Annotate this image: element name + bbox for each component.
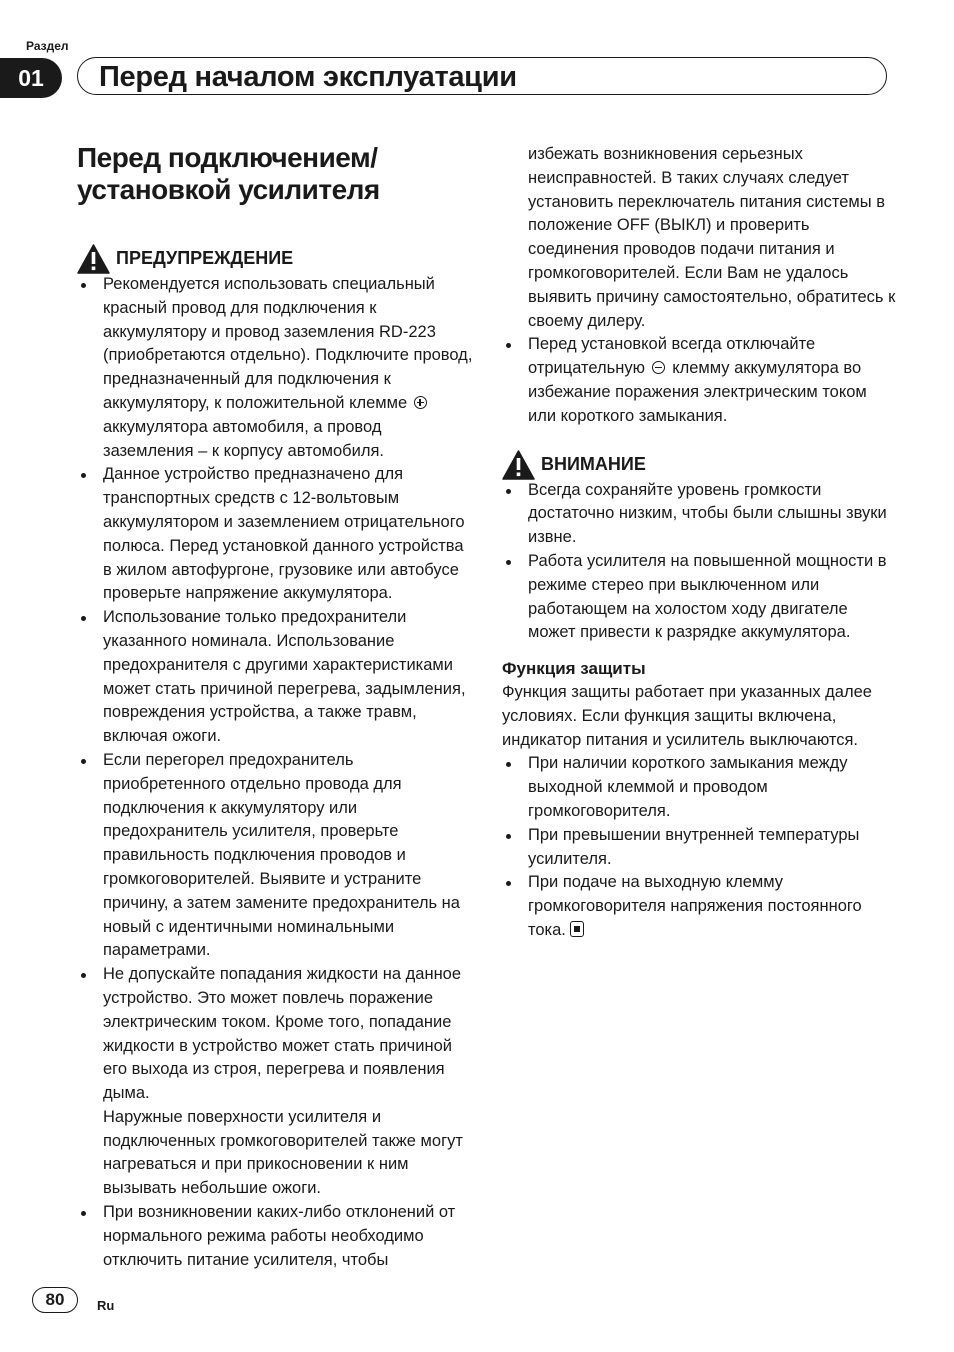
caution-item: Всегда сохраняйте уровень громкости достаточно низким, чтобы были слышны звуки извне. xyxy=(502,479,897,550)
warning-item xyxy=(502,333,897,428)
section-number-badge: 01 xyxy=(0,58,62,98)
minus-terminal-icon xyxy=(652,361,665,374)
protection-heading: Функция защиты xyxy=(502,659,646,679)
warning-item: Использование только предохранители указанного номинала. Использование предохранителя с другими характеристиками может стать причиной перегрева, задымления, повреждения устройства, а также травм, включая ожоги. xyxy=(77,606,473,749)
warning-item-text: Рекомендуется использовать специальный красный провод для подключения к аккумулятору и провод заземления RD-223 (приобретаются отдельно). Подключите провод, предназначенный для подключения к аккумулятору, к положительной клемме xyxy=(103,275,473,412)
plus-terminal-icon xyxy=(414,396,427,409)
warning-item xyxy=(77,963,473,1201)
protection-list xyxy=(502,752,897,942)
caution-list xyxy=(502,479,897,646)
language-code: Ru xyxy=(97,1298,115,1313)
warning-heading xyxy=(77,247,473,271)
section-title: Перед началом эксплуатации xyxy=(99,61,517,93)
warning-item-text-cont: аккумулятора автомобиля, а провод заземления – к корпусу автомобиля. xyxy=(103,417,384,460)
page-title-line-2: установкой усилителя xyxy=(77,174,380,205)
protection-item: При наличии короткого замыкания между выходной клеммой и проводом громкоговорителя. xyxy=(502,752,897,823)
page-number: 80 xyxy=(32,1287,78,1313)
page-title-line-1: Перед подключением/ xyxy=(77,142,378,173)
warning-triangle-icon xyxy=(77,244,110,274)
warning-item-text-cont: клемму аккумулятора во избежание поражения электрическим током или короткого замыкания. xyxy=(528,359,867,425)
warning-item-text-second-para: Наружные поверхности усилителя и подключенных громкоговорителей также могут нагреваться и при прикосновении к ним вызывать небольшие ожоги. xyxy=(103,1107,463,1198)
section-label: Раздел xyxy=(26,39,69,53)
warning-list xyxy=(77,273,473,1272)
protection-item-text: При подаче на выходную клемму громкоговорителя напряжения постоянного тока. xyxy=(528,873,862,939)
caution-heading xyxy=(502,453,897,477)
left-column xyxy=(77,247,473,1272)
warning-heading-text: ПРЕДУПРЕЖДЕНИЕ xyxy=(116,248,294,269)
warning-item: Данное устройство предназначено для транспортных средств с 12-вольтовым аккумулятором и заземлением отрицательного полюса. Перед установкой данного устройства в жилом автофургоне, грузовике или автобусе проверьте напряжение аккумулятора. xyxy=(77,463,473,606)
protection-intro: Функция защиты работает при указанных далее условиях. Если функция защиты включена, индикатор питания и усилитель выключаются. xyxy=(502,682,872,749)
warning-item: Если перегорел предохранитель приобретенного отдельно провода для подключения к аккумулятору или предохранитель усилителя, проверьте правильность подключения проводов и громкоговорителей. Выявите и устраните причину, а затем замените предохранитель на новый с идентичными номинальными параметрами. xyxy=(77,749,473,963)
warning-item-continued: избежать возникновения серьезных неисправностей. В таких случаях следует установить переключатель питания системы в положение OFF (ВЫКЛ) и проверить соединения проводов подачи питания и громкоговорителей. Если Вам не удалось выявить причину самостоятельно, обратитесь к своему дилеру. xyxy=(528,145,896,330)
protection-item xyxy=(502,871,897,942)
warning-item: При возникновении каких-либо отклонений от нормального режима работы необходимо отключить питание усилителя, чтобы xyxy=(77,1201,473,1272)
warning-list-continued xyxy=(502,333,897,428)
warning-item xyxy=(77,273,473,463)
warning-item-text: Не допускайте попадания жидкости на данное устройство. Это может повлечь поражение электрическим током. Кроме того, попадание жидкости в устройство может стать причиной его выхода из строя, перегрева и появления дыма. xyxy=(103,965,462,1103)
warning-item-text: Перед установкой всегда отключайте отрицательную xyxy=(528,335,816,378)
caution-item: Работа усилителя на повышенной мощности в режиме стерео при выключенном или работающем на холостом ходу двигателе может привести к разрядке аккумулятора. xyxy=(502,550,897,645)
right-column xyxy=(502,143,897,943)
caution-triangle-icon xyxy=(502,450,535,480)
page-title xyxy=(77,142,477,206)
protection-item: При превышении внутренней температуры усилителя. xyxy=(502,824,897,872)
caution-heading-text: ВНИМАНИЕ xyxy=(541,453,646,474)
end-of-section-icon xyxy=(570,921,584,937)
